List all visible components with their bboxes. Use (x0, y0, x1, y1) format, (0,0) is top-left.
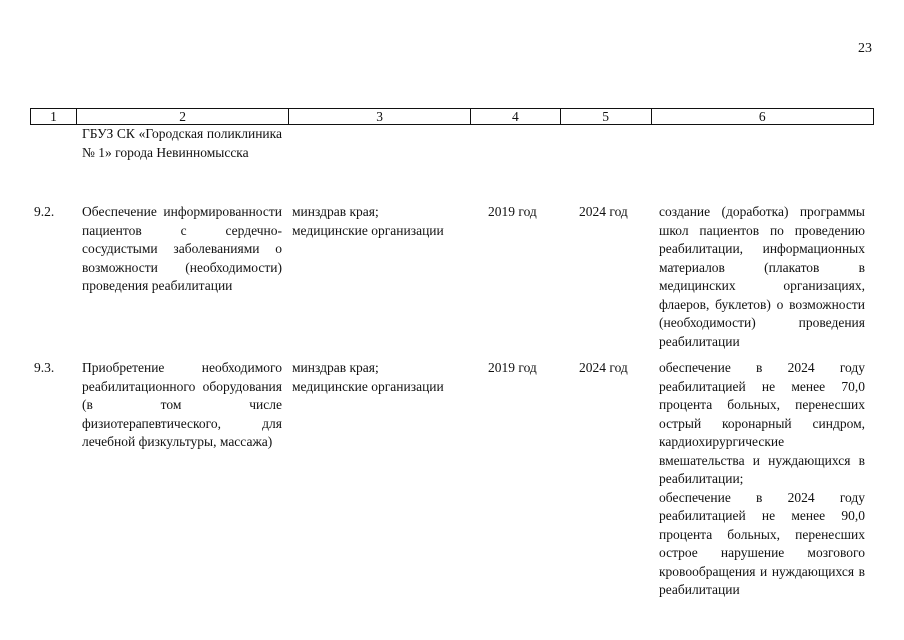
row-number: 9.3. (34, 360, 55, 375)
result-paragraph: обеспечение в 2024 году реабилитацией не менее 90,0 процента больных, перенесших острое нарушение мозгового кровообращения и нуждающихся в реабилитации (659, 489, 865, 597)
header-col-3: 3 (289, 109, 471, 124)
table-row-9-2 (30, 203, 874, 359)
end-date: 2024 год (579, 360, 628, 375)
page-number: 23 (858, 41, 872, 56)
measures-table (30, 108, 874, 599)
header-col-2: 2 (77, 109, 290, 124)
header-col-5: 5 (561, 109, 652, 124)
table-row-9-3 (30, 359, 874, 599)
responsible-executors (292, 203, 470, 240)
table-header-row (30, 108, 874, 125)
responsible-line: минздрав края; (292, 204, 379, 219)
header-col-4: 4 (471, 109, 561, 124)
measure-name: Приобретение необходимого реабилитационного оборудования (в том числе физиотерапевтического, для лечебной физкультуры, массажа) (82, 360, 282, 449)
measure-name: Обеспечение информированности пациентов с сердечно-сосудистыми заболеваниями о возможности (необходимости) проведения реабилитации (82, 204, 282, 293)
expected-result (659, 359, 865, 600)
responsible-line: медицинские организации (292, 378, 444, 394)
continuation-text: ГБУЗ СК «Городская поликлиника № 1» города Невинномысска (82, 126, 282, 160)
continuation-row (30, 125, 874, 195)
result-paragraph: создание (доработка) программы школ пациентов по проведению реабилитации, информационных материалов (плакатов в медицинских организациях, флаеров, буклетов) о возможности (необходимости) проведения реабилитации (659, 204, 865, 349)
start-date: 2019 год (488, 204, 537, 219)
header-col-1: 1 (31, 109, 77, 124)
responsible-line: медицинские организации (292, 222, 444, 238)
result-paragraph: обеспечение в 2024 году реабилитацией не менее 70,0 процента больных, перенесших острый коронарный синдром, кардиохирургические вмешательства и нуждающихся в реабилитации; (659, 360, 865, 486)
start-date: 2019 год (488, 360, 537, 375)
expected-result (659, 203, 865, 351)
responsible-executors (292, 359, 470, 396)
header-col-6: 6 (758, 109, 766, 124)
row-number: 9.2. (34, 204, 55, 219)
end-date: 2024 год (579, 204, 628, 219)
responsible-line: минздрав края; (292, 360, 379, 375)
